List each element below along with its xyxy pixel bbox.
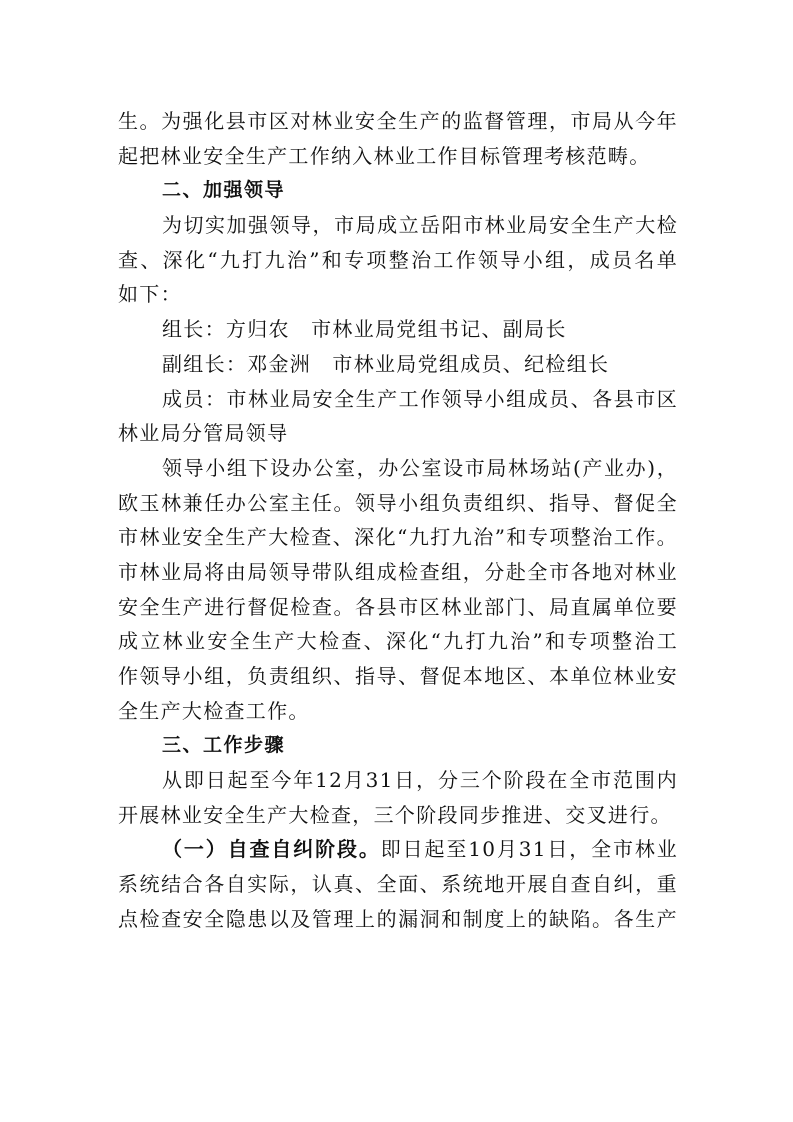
stage-title: （一）自查自纠阶段。 — [162, 837, 381, 862]
text-line: 成立林业安全生产大检查、深化“九打九治”和专项整治工 — [118, 629, 678, 654]
text-line: 全生产大检查工作。 — [118, 698, 310, 723]
member-leader: 组长：方归农 市林业局党组书记、副局长 — [162, 317, 567, 342]
stage-text: 即日起至10月31日，全市林业 — [380, 837, 679, 862]
section-heading-work-steps: 三、工作步骤 — [162, 734, 286, 757]
text-line: 点检查安全隐患以及管理上的漏洞和制度上的缺陷。各生产 — [118, 906, 678, 931]
member-members: 成员：市林业局安全生产工作领导小组成员、各县市区 — [162, 386, 678, 411]
section-heading-leadership: 二、加强领导 — [162, 179, 286, 202]
text-line: 作领导小组，负责组织、指导、督促本地区、本单位林业安 — [118, 664, 678, 688]
text-line: 如下： — [118, 282, 182, 307]
stage-one-line — [118, 832, 678, 867]
text-line: 生。为强化县市区对林业安全生产的监督管理，市局从今年 — [118, 109, 678, 133]
text-line: 领导小组下设办公室，办公室设市局林场站(产业办)， — [162, 455, 678, 480]
text-line: 市林业局将由局领导带队组成检查组，分赴全市各地对林业 — [118, 559, 678, 584]
text-line: 查、深化“九打九治”和专项整治工作领导小组，成员名单 — [118, 247, 678, 272]
text-line: 起把林业安全生产工作纳入林业工作目标管理考核范畴。 — [118, 143, 651, 168]
text-line: 系统结合各自实际，认真、全面、系统地开展自查自纠，重 — [118, 872, 678, 897]
text-line: 欧玉林兼任办公室主任。领导小组负责组织、指导、督促全 — [118, 490, 678, 515]
text-line: 安全生产进行督促检查。各县市区林业部门、局直属单位要 — [118, 594, 678, 619]
member-deputy-leader: 副组长：邓金洲 市林业局党组成员、纪检组长 — [162, 351, 610, 376]
text-line: 市林业安全生产大检查、深化“九打九治”和专项整治工作。 — [118, 525, 678, 550]
document-body — [118, 104, 678, 937]
text-line: 为切实加强领导，市局成立岳阳市林业局安全生产大检 — [162, 213, 678, 238]
text-line: 林业局分管局领导 — [118, 421, 289, 446]
text-line: 从即日起至今年12月31日，分三个阶段在全市范围内 — [162, 768, 678, 793]
text-line: 开展林业安全生产大检查，三个阶段同步推进、交叉进行。 — [118, 802, 672, 827]
